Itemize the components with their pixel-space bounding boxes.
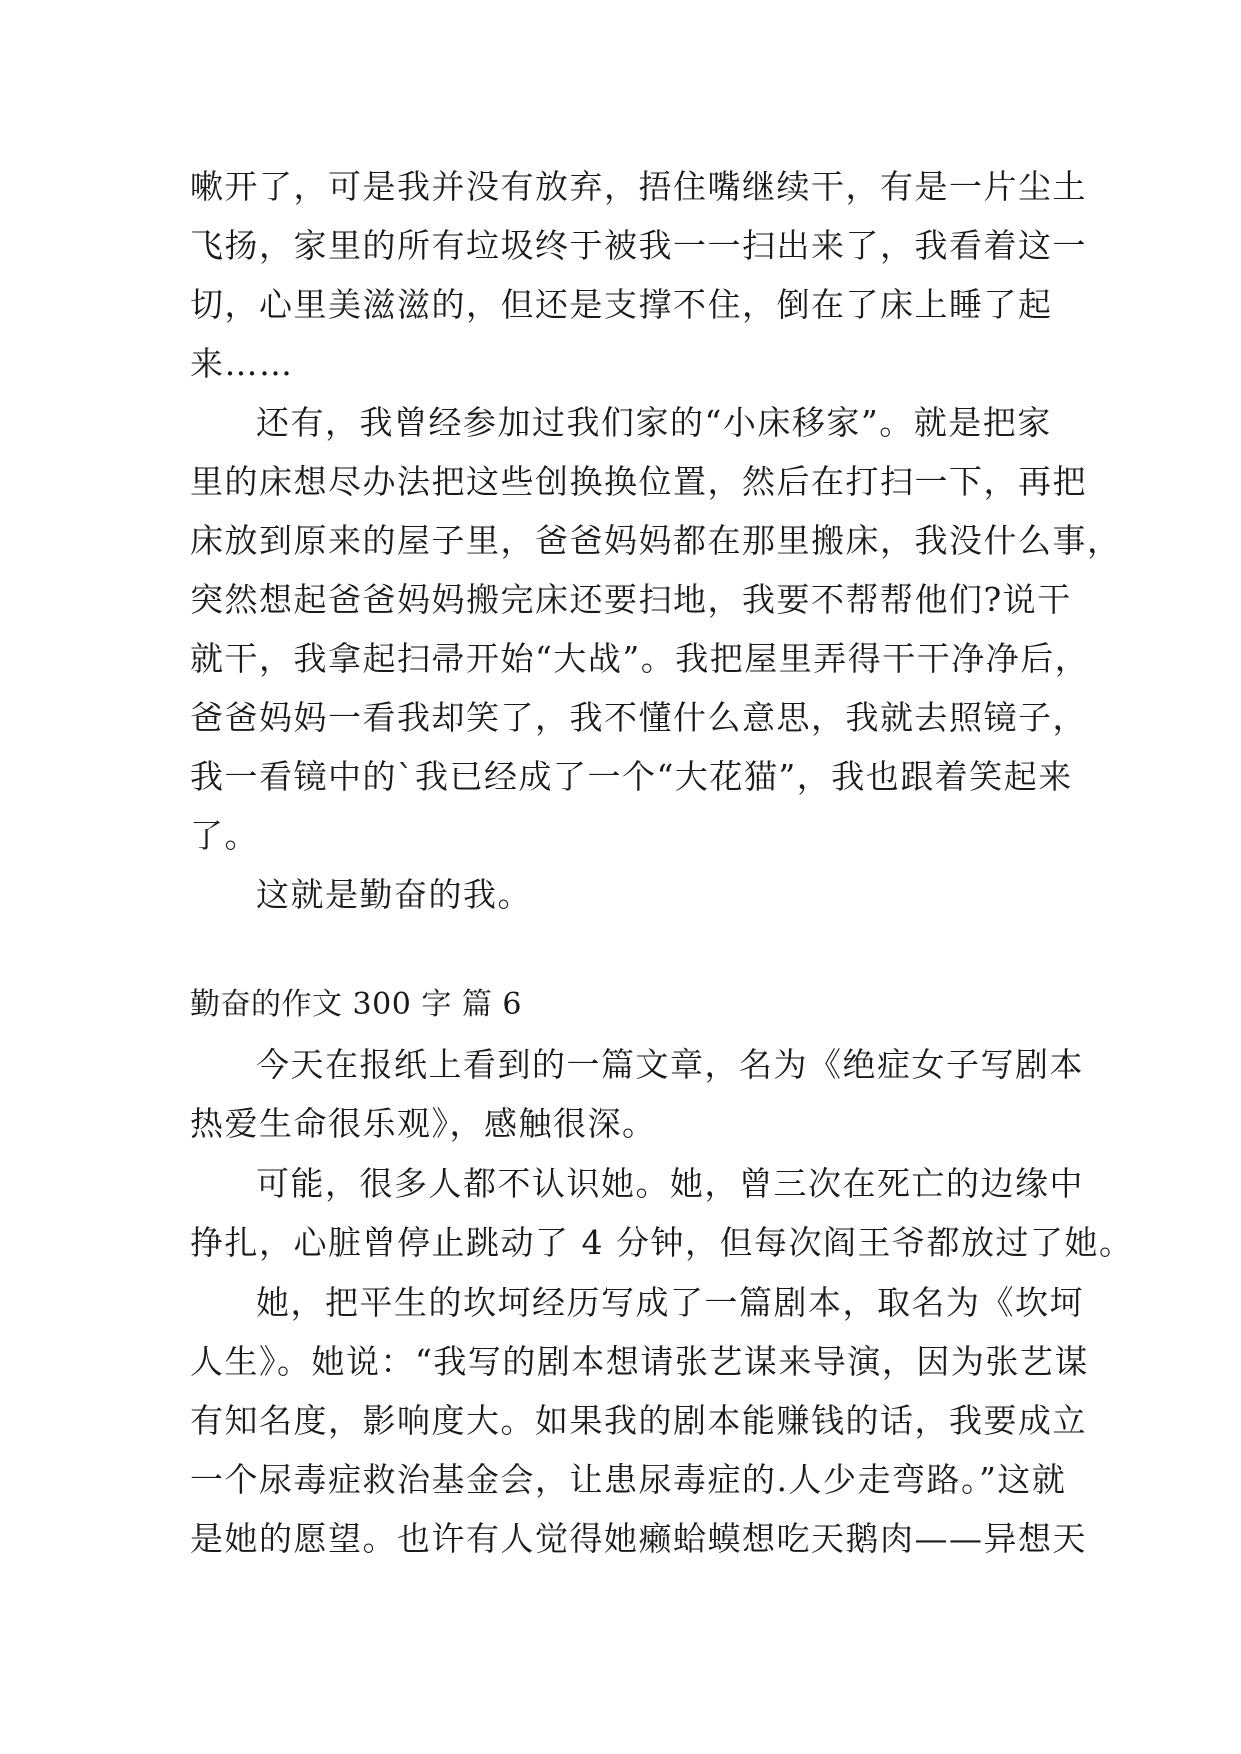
paragraph-line: 嗽开了，可是我并没有放弃，捂住嘴继续干，有是一片尘土 xyxy=(190,167,1087,206)
paragraph-line: 来…… xyxy=(190,344,294,383)
paragraph-line: 还有，我曾经参加过我们家的“小床移家”。就是把家 xyxy=(256,403,1052,442)
paragraph-line: 飞扬，家里的所有垃圾终于被我一一扫出来了，我看着这一 xyxy=(190,226,1087,265)
paragraph-line: 是她的愿望。也许有人觉得她癞蛤蟆想吃天鹅肉——异想天 xyxy=(190,1519,1087,1558)
paragraph-line: 切，心里美滋滋的，但还是支撑不住，倒在了床上睡了起 xyxy=(190,285,1053,324)
paragraph-line: 我一看镜中的`我已经成了一个“大花猫”，我也跟着笑起来 xyxy=(190,757,1073,796)
paragraph-line: 了。 xyxy=(190,816,259,855)
paragraph-line: 这就是勤奋的我。 xyxy=(256,875,532,914)
section-heading: 勤奋的作文 300 字 篇 6 xyxy=(190,987,522,1022)
paragraph-line: 人生》。她说：“我写的剧本想请张艺谋来导演，因为张艺谋 xyxy=(190,1342,1089,1381)
paragraph-line: 床放到原来的屋子里，爸爸妈妈都在那里搬床，我没什么事， xyxy=(190,521,1122,560)
paragraph-line: 今天在报纸上看到的一篇文章，名为《绝症女子写剧本 xyxy=(256,1045,1084,1084)
paragraph-line: 有知名度，影响度大。如果我的剧本能赚钱的话，我要成立 xyxy=(190,1401,1087,1440)
paragraph-line: 可能，很多人都不认识她。她，曾三次在死亡的边缘中 xyxy=(256,1164,1084,1203)
paragraph-line: 一个尿毒症救治基金会，让患尿毒症的.人少走弯路。”这就 xyxy=(190,1460,1067,1499)
paragraph-line: 她，把平生的坎坷经历写成了一篇剧本，取名为《坎坷 xyxy=(256,1283,1084,1322)
paragraph-line: 爸爸妈妈一看我却笑了，我不懂什么意思，我就去照镜子， xyxy=(190,698,1087,737)
paragraph-line: 就干，我拿起扫帚开始“大战”。我把屋里弄得干干净净后， xyxy=(190,639,1090,678)
paragraph-line: 热爱生命很乐观》，感触很深。 xyxy=(190,1104,657,1143)
paragraph-line: 挣扎，心脏曾停止跳动了 4 分钟，但每次阎王爷都放过了她。 xyxy=(190,1223,1134,1262)
paragraph-line: 里的床想尽办法把这些创换换位置，然后在打扫一下，再把 xyxy=(190,462,1087,501)
paragraph-line: 突然想起爸爸妈妈搬完床还要扫地，我要不帮帮他们?说干 xyxy=(190,580,1072,619)
